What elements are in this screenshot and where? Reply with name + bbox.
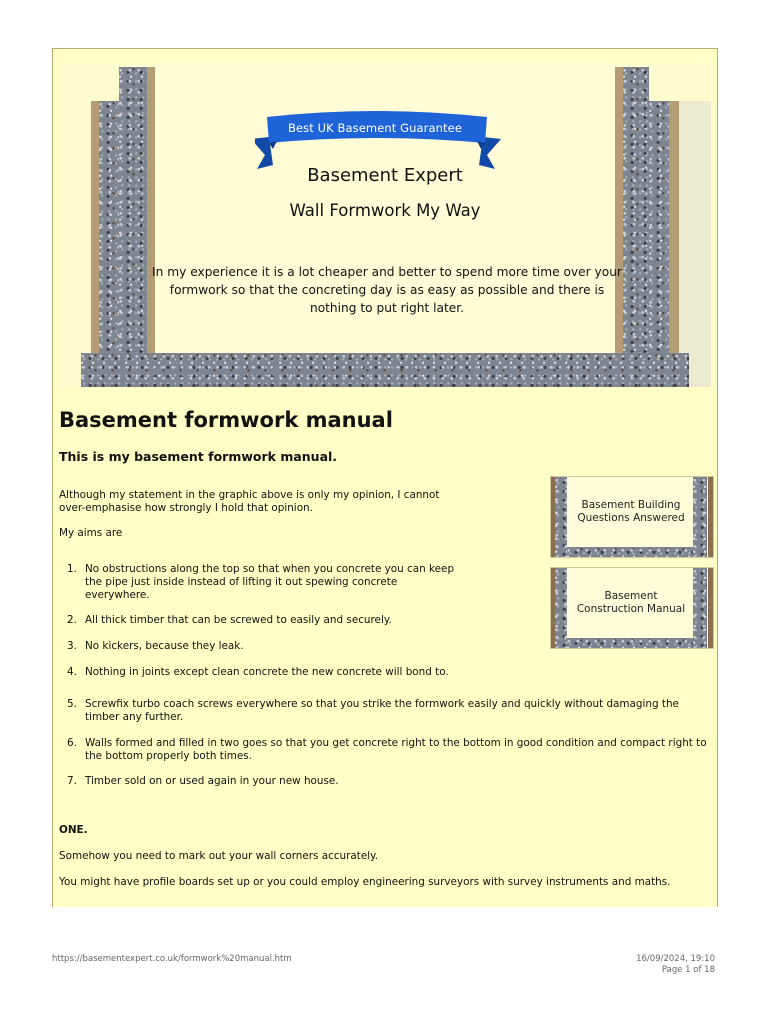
- questions-answered-link[interactable]: [550, 476, 714, 558]
- page-subheading: This is my basement formwork manual.: [59, 449, 338, 464]
- thumb-label: Basement Building Questions Answered: [577, 499, 685, 524]
- list-item-text: Walls formed and filled in two goes so that you get concrete right to the bottom in good condition and compact right to the bottom properly both times.: [85, 737, 707, 762]
- list-item-text: Screwfix turbo coach screws everywhere so that you strike the formwork easily and quickly without damaging the timber any further.: [85, 698, 679, 723]
- footer-url[interactable]: https://basementexpert.co.uk/formwork%20manual.htm: [52, 954, 292, 964]
- page-title: Basement formwork manual: [59, 408, 393, 432]
- thumb-slab: [567, 547, 693, 557]
- list-item-text: Nothing in joints except clean concrete the new concrete will bond to.: [85, 666, 449, 678]
- list-item-text: No obstructions along the top so that when you concrete you can keep the pipe just inside instead of lifting it out spewing concrete everywhere.: [85, 563, 455, 601]
- list-item-number: 5.: [67, 698, 77, 710]
- right-wall-concrete: [649, 101, 669, 353]
- list-item-number: 7.: [67, 775, 77, 787]
- page-frame: [52, 48, 718, 907]
- right-timber-outer: [669, 101, 679, 353]
- footer-page-number: Page 1 of 18: [661, 965, 715, 975]
- right-wall-concrete-upper: [623, 67, 649, 353]
- list-item-text: No kickers, because they leak.: [85, 640, 244, 652]
- right-soil-strip: [679, 101, 711, 387]
- banner-quote: In my experience it is a lot cheaper and better to spend more time over your formwork so that the concreting day is as easy as possible and there is nothing to put right later.: [152, 265, 622, 315]
- ribbon-text: Best UK Basement Guarantee: [287, 121, 463, 135]
- paragraph-two: You might have profile boards set up or you could employ engineering surveyors with survey instruments and maths.: [59, 876, 671, 888]
- paragraph-one: Somehow you need to mark out your wall corners accurately.: [59, 850, 379, 862]
- list-item-text: Timber sold on or used again in your new house.: [85, 775, 339, 787]
- banner-graphic: [59, 63, 711, 387]
- thumb-timber-right: [708, 568, 713, 648]
- list-item-number: 2.: [67, 614, 77, 626]
- thumb-slab: [567, 638, 693, 648]
- thumb-wall-right: [693, 568, 707, 648]
- thumb-wall-left: [555, 477, 567, 557]
- left-wall-concrete: [99, 101, 119, 353]
- intro-paragraph: Although my statement in the graphic above is only my opinion, I cannot over-emphasise how strongly I hold that opinion.: [59, 489, 440, 514]
- list-item-number: 6.: [67, 737, 77, 749]
- thumb-label: Basement Construction Manual: [576, 590, 686, 615]
- list-item-number: 3.: [67, 640, 77, 652]
- footer-datetime: 16/09/2024, 19:10: [636, 954, 715, 964]
- list-item-text: All thick timber that can be screwed to easily and securely.: [85, 614, 392, 626]
- thumb-wall-right: [693, 477, 707, 557]
- section-one-label: ONE.: [59, 824, 88, 836]
- thumb-wall-left: [555, 568, 567, 648]
- thumb-timber-right: [708, 477, 713, 557]
- left-wall-concrete-upper: [119, 67, 147, 353]
- construction-manual-link[interactable]: [550, 567, 714, 649]
- banner-subtitle: Wall Formwork My Way: [289, 201, 481, 220]
- list-item-number: 1.: [67, 563, 77, 575]
- floor-slab-concrete: [81, 353, 689, 387]
- aims-label: My aims are: [59, 527, 123, 539]
- list-item-number: 4.: [67, 666, 77, 678]
- banner-title: Basement Expert: [307, 165, 463, 186]
